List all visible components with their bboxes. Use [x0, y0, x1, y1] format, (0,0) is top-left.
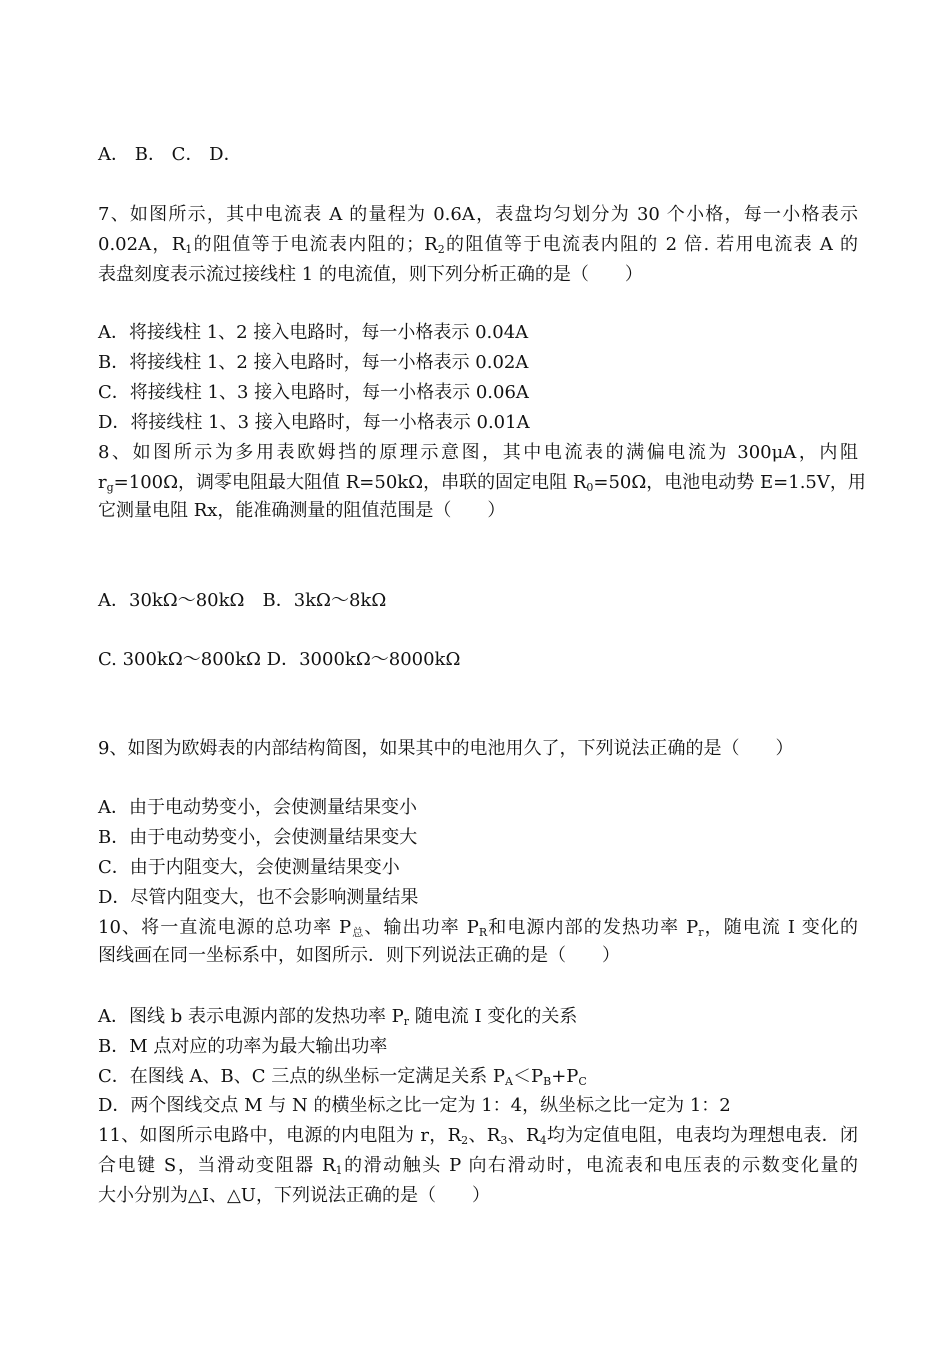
- q8-stem-line3: [98, 496, 858, 526]
- q9-option-a-text: A．由于电动势变小，会使测量结果变小: [98, 797, 417, 818]
- q7-option-c: [98, 378, 858, 408]
- q10-line1-c: 和电源内部的发热功率 P: [487, 917, 699, 938]
- q10-stem-line1: [98, 913, 858, 943]
- q11-line1-d: 均为定值电阻，电表均为理想电表．闭: [546, 1125, 858, 1146]
- q10-line1-b: 、输出功率 P: [364, 917, 479, 938]
- q11-line1-sub3: 4: [539, 1134, 547, 1147]
- q10-option-a-text: A．图线 b 表示电源内部的发热功率 P: [98, 1006, 404, 1027]
- q7-option-d-text: D．将接线柱 1、3 接入电路时，每一小格表示 0.01A: [98, 412, 530, 433]
- q11-stem-line2: [98, 1151, 858, 1181]
- q10-line1-sub1: 总: [351, 926, 365, 939]
- q11-line2-b: 的滑动触头 P 向右滑动时，电流表和电压表的示数变化量的: [342, 1155, 858, 1176]
- q9-option-d: [98, 883, 858, 913]
- q10-option-b-text: B．M 点对应的功率为最大输出功率: [98, 1036, 388, 1057]
- q10-option-a-sub: r: [403, 1015, 410, 1028]
- q8-stem-line2: [98, 468, 866, 498]
- q7-option-a: [98, 318, 858, 348]
- q11-line3-text: 大小分别为△I、△U，下列说法正确的是（ ）: [98, 1185, 490, 1206]
- q7-line2-sub1: 1: [185, 243, 193, 256]
- q11-line2-sub1: 1: [335, 1164, 343, 1177]
- q7-option-a-text: A．将接线柱 1、2 接入电路时，每一小格表示 0.04A: [98, 322, 529, 343]
- q10-line1-a: 10、将一直流电源的总功率 P: [98, 917, 352, 938]
- q8-line2-sub2: 0: [586, 481, 594, 494]
- q7-option-d: [98, 408, 858, 438]
- q6-options: [98, 140, 858, 170]
- q10-option-a: [98, 1002, 858, 1032]
- q10-option-d-text: D．两个图线交点 M 与 N 的横坐标之比一定为 1：4，纵坐标之比一定为 1：2: [98, 1095, 731, 1116]
- q8-line1-text: 8、如图所示为多用表欧姆挡的原理示意图，其中电流表的满偏电流为 300μA，内阻: [98, 442, 858, 463]
- q7-line2-sub2: 2: [437, 243, 445, 256]
- q10-option-a-text2: 随电流 I 变化的关系: [409, 1006, 578, 1027]
- q7-option-c-text: C．将接线柱 1、3 接入电路时，每一小格表示 0.06A: [98, 382, 529, 403]
- q8-stem-line1: [98, 438, 858, 468]
- q7-line2-c: 的阻值等于电流表内阻的 2 倍. 若用电流表 A 的: [444, 234, 858, 255]
- q7-line2-a: 0.02A，R: [98, 234, 186, 255]
- q10-option-c-text2: ＜P: [513, 1066, 544, 1087]
- q10-line1-sub2: R: [478, 926, 488, 939]
- q11-line1-a: 11、如图所示电路中，电源的内电阻为 r，R: [98, 1125, 462, 1146]
- q8-options-row2-text: C. 300kΩ～800kΩ D．3000kΩ～8000kΩ: [98, 649, 461, 670]
- q10-option-c-sub2: B: [543, 1075, 552, 1088]
- q9-stem-line1: [98, 734, 858, 764]
- q9-option-c: [98, 853, 858, 883]
- q10-line1-d: ，随电流 I 变化的: [703, 917, 858, 938]
- q10-line2-text: 图线画在同一坐标系中，如图所示．则下列说法正确的是（ ）: [98, 945, 620, 966]
- q8-options-row2: [98, 645, 858, 675]
- q10-option-c-sub1: A: [505, 1075, 513, 1088]
- q9-line1-text: 9、如图为欧姆表的内部结构简图，如果其中的电池用久了，下列说法正确的是（ ）: [98, 738, 794, 759]
- q9-option-d-text: D．尽管内阻变大，也不会影响测量结果: [98, 887, 419, 908]
- q8-line3-text: 它测量电阻 Rx，能准确测量的阻值范围是（ ）: [98, 500, 506, 521]
- q11-line1-sub2: 3: [500, 1134, 508, 1147]
- q11-line1-sub1: 2: [461, 1134, 469, 1147]
- q7-line3-text: 表盘刻度表示流过接线柱 1 的电流值，则下列分析正确的是（ ）: [98, 264, 643, 285]
- q10-line1-sub3: r: [698, 926, 704, 939]
- q11-line1-c: 、R: [507, 1125, 540, 1146]
- q10-option-c-sub3: C: [578, 1075, 587, 1088]
- q7-option-b: [98, 348, 858, 378]
- q8-line2-c: =50Ω，电池电动势 E=1.5V，用: [593, 472, 866, 493]
- q7-line1-text: 7、如图所示，其中电流表 A 的量程为 0.6A，表盘均匀划分为 30 个小格，每一小格表示: [98, 204, 858, 225]
- q6-options-text: A． B． C． D．: [98, 144, 242, 165]
- q7-line2-b: 的阻值等于电流表内阻的；R: [192, 234, 438, 255]
- q10-option-c: [98, 1062, 858, 1092]
- q8-line2-sub1: g: [106, 481, 114, 494]
- q8-options-row1: [98, 586, 858, 616]
- q11-line2-a: 合电键 S，当滑动变阻器 R: [98, 1155, 336, 1176]
- q7-stem-line2: [98, 230, 858, 260]
- q11-line1-b: 、R: [468, 1125, 501, 1146]
- q7-stem-line3: [98, 260, 858, 290]
- q7-option-b-text: B．将接线柱 1、2 接入电路时，每一小格表示 0.02A: [98, 352, 529, 373]
- q9-option-c-text: C．由于内阻变大，会使测量结果变小: [98, 857, 400, 878]
- q11-stem-line3: [98, 1181, 858, 1211]
- q10-option-d: [98, 1091, 858, 1121]
- q8-line2-b: =100Ω，调零电阻最大阻值 R=50kΩ，串联的固定电阻 R: [113, 472, 587, 493]
- q10-option-b: [98, 1032, 858, 1062]
- q9-option-a: [98, 793, 858, 823]
- q7-stem-line1: [98, 200, 858, 230]
- q8-line2-a: r: [98, 472, 107, 493]
- q8-options-row1-text: A．30kΩ～80kΩ B．3kΩ～8kΩ: [98, 590, 387, 611]
- q10-stem-line2: [98, 941, 858, 971]
- q11-stem-line1: [98, 1121, 858, 1151]
- q9-option-b: [98, 823, 858, 853]
- q10-option-c-text: C．在图线 A、B、C 三点的纵坐标一定满足关系 P: [98, 1066, 506, 1087]
- q10-option-c-text3: +P: [551, 1066, 579, 1087]
- q9-option-b-text: B．由于电动势变小，会使测量结果变大: [98, 827, 418, 848]
